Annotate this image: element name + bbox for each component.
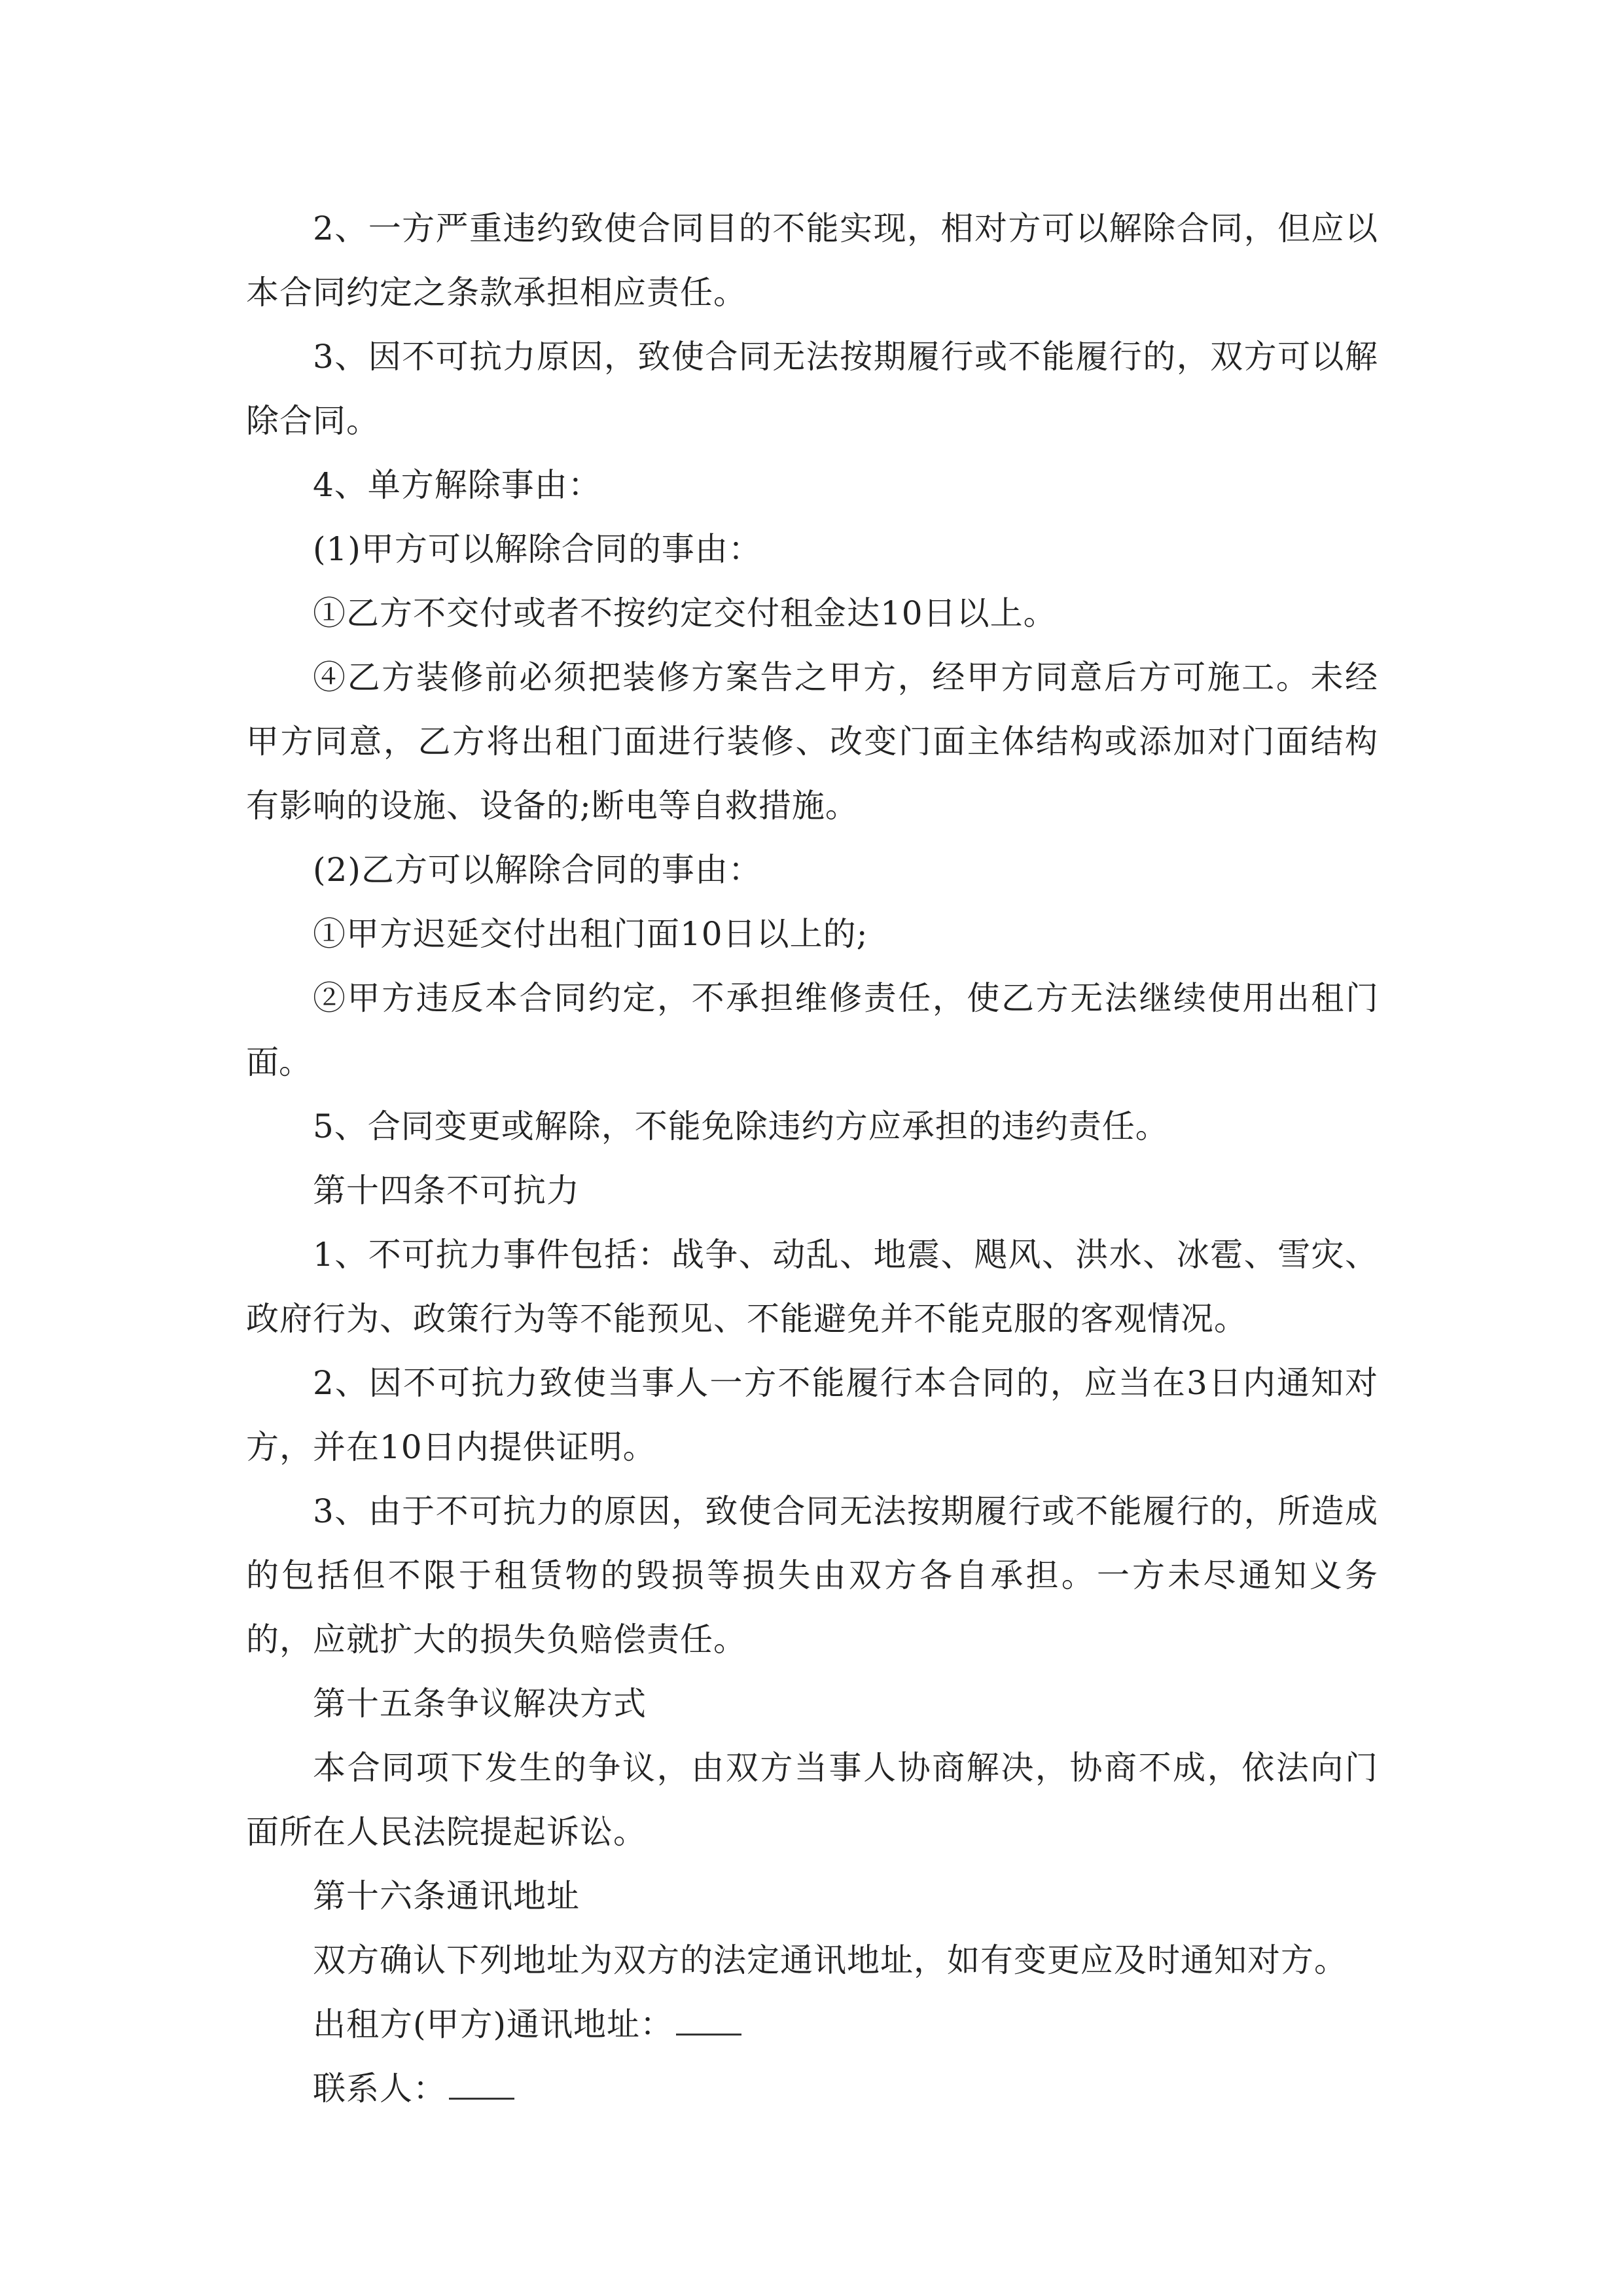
clause-2-termination-breach: 2、一方严重违约致使合同目的不能实现，相对方可以解除合同，但应以本合同约定之条款承担相应责任。 (246, 209, 1378, 312)
article-14-item-3: 3、由于不可抗力的原因，致使合同无法按期履行或不能履行的，所造成的包括但不限于租赁物的毁损等损失由双方各自承担。一方未尽通知义务的，应就扩大的损失负赔偿责任。 (246, 1492, 1378, 1659)
subclause-party-a-grounds: (1)甲方可以解除合同的事由： (313, 530, 762, 568)
article-15-body: 本合同项下发生的争议，由双方当事人协商解决，协商不成，依法向门面所在人民法院提起诉讼。 (246, 1749, 1378, 1851)
item-maintenance-breach: ②甲方违反本合同约定，不承担维修责任，使乙方无法继续使用出租门面。 (246, 979, 1378, 1081)
item-delayed-delivery: ①甲方迟延交付出租门面10日以上的; (313, 915, 868, 953)
lessor-address-label: 出租方(甲方)通讯地址： (313, 2005, 674, 2043)
document-body (246, 196, 1378, 2121)
article-16-body: 双方确认下列地址为双方的法定通讯地址，如有变更应及时通知对方。 (313, 1941, 1347, 1979)
item-rent-default: ①乙方不交付或者不按约定交付租金达10日以上。 (313, 594, 1057, 632)
contact-blank[interactable] (449, 2072, 514, 2100)
article-14-item-2: 2、因不可抗力致使当事人一方不能履行本合同的，应当在3日内通知对方，并在10日内提供证明。 (246, 1364, 1378, 1466)
subclause-party-b-grounds: (2)乙方可以解除合同的事由： (313, 851, 762, 889)
article-14-item-1: 1、不可抗力事件包括：战争、动乱、地震、飓风、洪水、冰雹、雪灾、政府行为、政策行为等不能预见、不能避免并不能克服的客观情况。 (246, 1236, 1378, 1338)
lessor-address-line (246, 1992, 1378, 2056)
clause-3-termination-force-majeure: 3、因不可抗力原因，致使合同无法按期履行或不能履行的，双方可以解除合同。 (246, 338, 1378, 440)
item-renovation-approval: ④乙方装修前必须把装修方案告之甲方，经甲方同意后方可施工。未经甲方同意，乙方将出租门面进行装修、改变门面主体结构或添加对门面结构有影响的设施、设备的;断电等自救措施。 (246, 658, 1378, 825)
contact-line (246, 2056, 1378, 2121)
clause-5-liability: 5、合同变更或解除，不能免除违约方应承担的违约责任。 (313, 1107, 1169, 1145)
lessor-address-blank[interactable] (676, 2007, 741, 2036)
clause-4-unilateral-termination: 4、单方解除事由： (313, 466, 601, 504)
article-16-heading: 第十六条通讯地址 (313, 1877, 580, 1915)
article-15-heading: 第十五条争议解决方式 (313, 1685, 647, 1723)
article-14-heading: 第十四条不可抗力 (313, 1172, 580, 1210)
contact-label: 联系人： (313, 2070, 446, 2108)
